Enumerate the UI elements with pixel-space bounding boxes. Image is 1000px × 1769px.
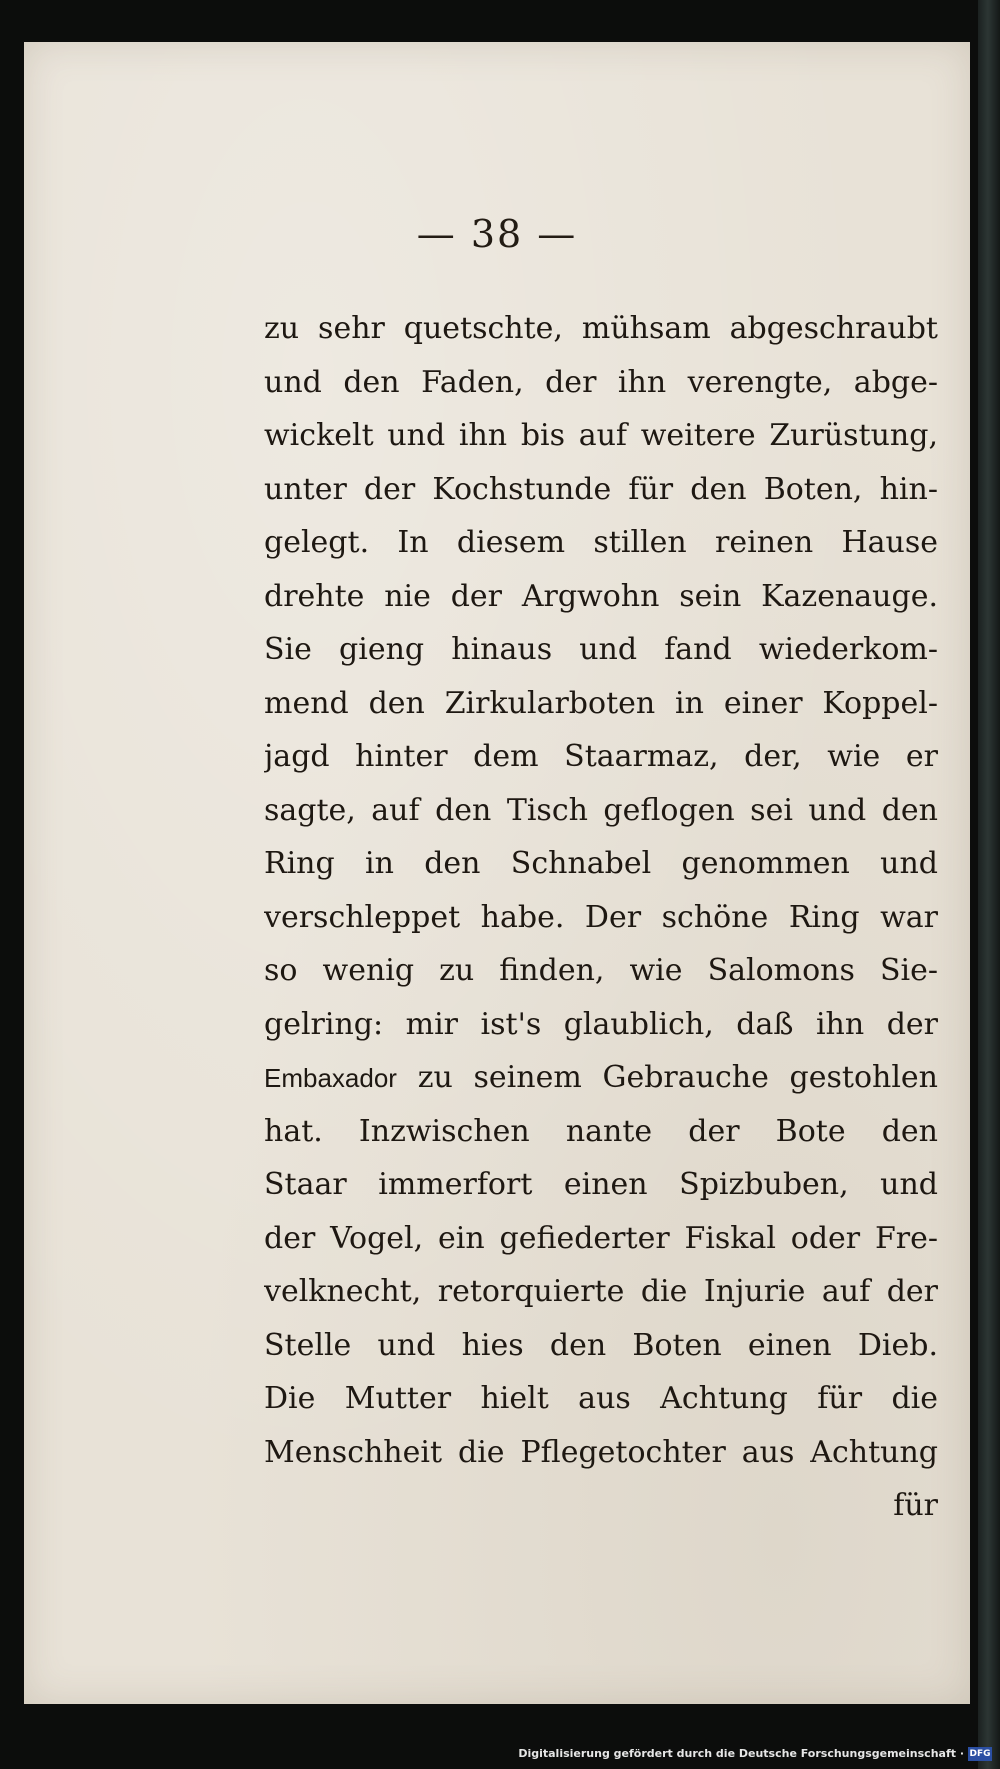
book-page [24,42,970,1704]
dfg-logo: DFG [969,1749,991,1759]
text-line-21: Die Mutter hielt aus Achtung für die [264,1381,938,1416]
text-line-1: zu sehr quetschte, mühsam abgeschraubt [264,311,938,346]
antiqua-word: Embaxador [264,1063,397,1093]
text-line-2: und den Faden, der ihn verengte, abge- [264,364,938,400]
text-line-12: verschleppet habe. Der schöne Ring war [264,899,938,935]
text-line-18: der Vogel, ein gefiederter Fiskal oder Fre- [264,1220,938,1256]
text-line-7: Sie gieng hinaus und fand wiederkom- [264,632,938,667]
page-text-block [264,302,938,1533]
text-line-15-rest: zu seinem Gebrauche gestohlen [417,1060,938,1095]
text-line-16: hat. Inzwischen nante der Bote den [264,1113,938,1149]
text-line-10: sagte, auf den Tisch geflogen sei und den [264,792,938,828]
digitization-credit: Digitalisierung gefördert durch die Deutsche Forschungsgemeinschaft · [518,1747,964,1760]
page-number: — 38 — [416,212,578,256]
text-line-20: Stelle und hies den Boten einen Dieb. [264,1327,938,1363]
catchword: für [893,1488,938,1523]
book-spine-edge [978,0,1000,1769]
text-line-5: gelegt. In diesem stillen reinen Hause [264,525,938,560]
text-line-8: mend den Zirkularboten in einer Koppel- [264,685,938,721]
text-line-3: wickelt und ihn bis auf weitere Zurüstung, [264,418,938,453]
text-line-15 [264,1051,938,1105]
text-line-6: drehte nie der Argwohn sein Kazenauge. [264,578,938,614]
text-line-19: velknecht, retorquierte die Injurie auf der [264,1274,938,1309]
text-line-9: jagd hinter dem Staarmaz, der, wie er [264,739,938,774]
text-line-14: gelring: mir ist's glaublich, daß ihn der [264,1006,938,1042]
text-line-13: so wenig zu finden, wie Salomons Sie- [264,953,938,988]
text-line-11: Ring in den Schnabel genommen und [264,846,938,881]
text-line-22: Menschheit die Pflegetochter aus Achtung [264,1434,938,1470]
text-line-4: unter der Kochstunde für den Boten, hin- [264,471,938,507]
text-line-17: Staar immerfort einen Spizbuben, und [264,1167,938,1202]
